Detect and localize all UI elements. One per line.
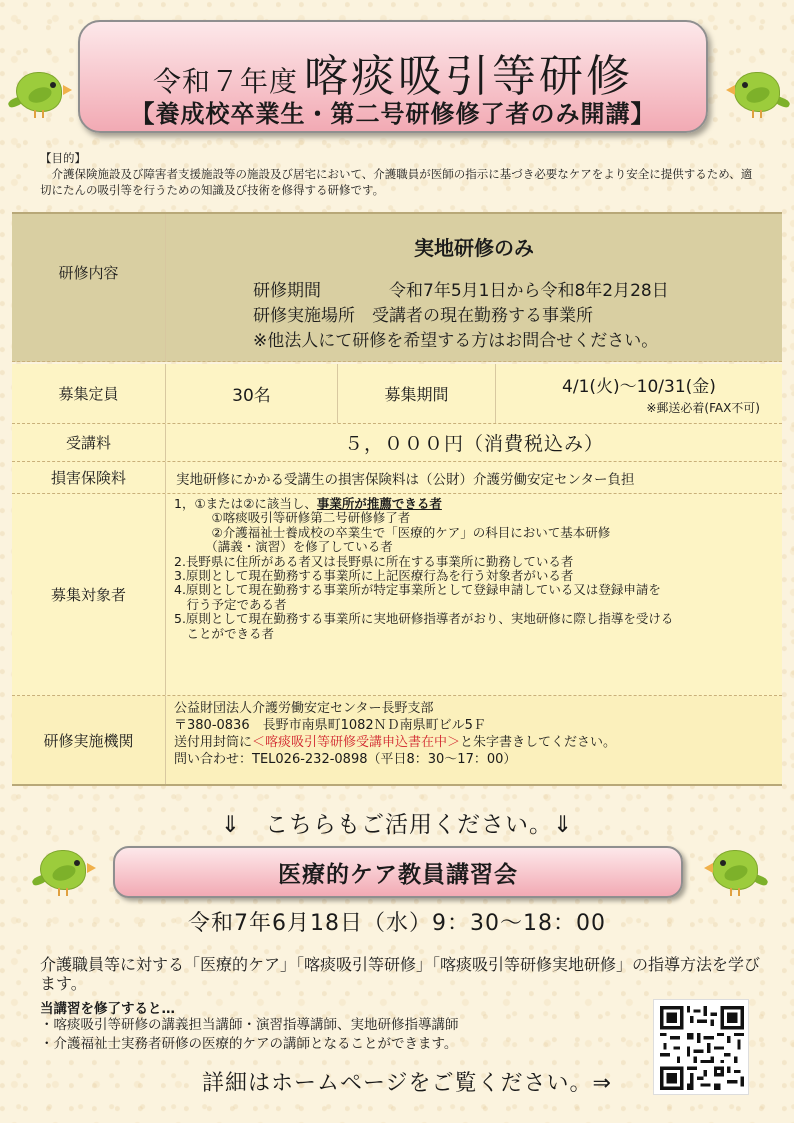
table-row-insurance — [12, 462, 782, 494]
org-address: 〒380-0836 長野市南県町1082ＮＤ南県町ビル5Ｆ — [174, 718, 486, 733]
period-label: 募集期間 — [337, 364, 495, 423]
table-row-content — [12, 212, 782, 362]
table-row-fee — [12, 424, 782, 462]
qr-code-graphic — [660, 1006, 744, 1090]
bird-icon — [702, 838, 770, 898]
purpose-heading: 【目的】 — [40, 151, 86, 165]
table-row-capacity — [12, 364, 782, 424]
content-note: ※他法人にて研修を希望する方はお問合せください。 — [253, 331, 659, 351]
period-note: ※郵送必着(FAX不可) — [646, 400, 760, 415]
org-envelope: 送付用封筒に＜喀痰吸引等研修受講申込書在中＞と朱字書きしてください。 — [174, 735, 617, 750]
target-line: （講義・演習）を修了している者 — [174, 539, 393, 555]
target-line: ①喀痰吸引等研修第二号研修修了者 — [174, 510, 411, 526]
content-value — [165, 214, 782, 361]
org-contact: 問い合わせ：TEL026-232-0898（平日8：30～17：00） — [174, 752, 517, 767]
org-label: 研修実施機関 — [43, 731, 134, 750]
target-value — [165, 494, 782, 695]
insurance-label: 損害保険料 — [50, 469, 126, 487]
title-subtitle: 【養成校卒業生・第二号研修修了者のみ開講】 — [130, 100, 656, 128]
seminar-description: 介護職員等に対する「医療的ケア」「喀痰吸引等研修」「喀痰吸引等研修実地研修」の指導方法を学びます。 — [40, 955, 761, 993]
bird-icon — [724, 60, 792, 120]
title-banner — [78, 20, 708, 133]
table-row-target — [12, 494, 782, 696]
target-line: 4.原則として現在勤務する事業所が特定事業所として登録申請している又は登録申請を — [174, 582, 661, 598]
detail-link-text[interactable]: 詳細はホームページをご覧ください。⇒ — [202, 1071, 612, 1096]
capacity-label: 募集定員 — [58, 385, 119, 403]
target-line: 5.原則として現在勤務する事業所に実地研修指導者がおり、実地研修に際し指導を受ける — [174, 611, 674, 627]
period-cell — [495, 364, 782, 423]
capacity-value: 30名 — [165, 364, 337, 423]
purpose-section — [40, 150, 760, 198]
seminar-benefit-heading: 当講習を修了すると… — [40, 1001, 175, 1017]
seminar-banner: 医療的ケア教員講習会 — [113, 846, 683, 898]
target-line: ことができる者 — [174, 625, 275, 641]
fee-value: ５，０００円（消費税込み） — [165, 424, 782, 461]
list-item: ・介護福祉士実務者研修の医療的ケアの講師となることができます。 — [40, 1036, 458, 1052]
period-value: 4/1(火)～10/31(金) — [562, 376, 716, 397]
target-label: 募集対象者 — [50, 586, 126, 604]
seminar-date: 令和7年6月18日（水）9：30～18：00 — [188, 911, 606, 936]
org-envelope-red: ＜喀痰吸引等研修受講申込書在中＞ — [252, 735, 461, 750]
fee-label: 受講料 — [65, 434, 111, 452]
title-heading: 喀痰吸引等研修 — [304, 51, 633, 102]
content-period: 研修期間 令和7年5月1日から令和8年2月28日 — [253, 281, 669, 301]
purpose-text: 介護保険施設及び障害者支援施設等の施設及び居宅において、介護職員が医師の指示に基づき必要なケアをより安全に提供するため、適切にたんの吸引等を行うための知識及び技術を修得する研修です。 — [40, 167, 753, 197]
table-row-org — [12, 696, 782, 786]
target-line-1: 1，①または②に該当し、事業所が推薦できる者 — [174, 496, 442, 511]
content-place: 研修実施場所 受講者の現在勤務する事業所 — [253, 306, 593, 326]
target-line: 3.原則として現在勤務する事業所に上記医療行為を行う対象者がいる者 — [174, 568, 574, 584]
target-line: ②介護福祉士養成校の卒業生で「医療的ケア」の科目において基本研修 — [174, 524, 611, 540]
org-name: 公益財団法人介護労働安定センター長野支部 — [174, 701, 434, 716]
content-label: 研修内容 — [58, 264, 119, 282]
arrow-line: ⇓ こちらもご活用ください。⇓ — [220, 812, 574, 838]
target-line: 行う予定である者 — [174, 596, 287, 612]
bird-icon — [30, 838, 98, 898]
insurance-value: 実地研修にかかる受講生の損害保険料は（公財）介護労働安定センター負担 — [165, 462, 782, 493]
list-item: ・喀痰吸引等研修の講義担当講師・演習指導講師、実地研修指導講師 — [40, 1017, 459, 1033]
target-emphasis: 事業所が推薦できる者 — [316, 496, 442, 511]
seminar-benefits — [40, 1016, 459, 1054]
target-line: 2.長野県に住所がある者又は長野県に所在する事業所に勤務している者 — [174, 553, 574, 569]
bird-icon — [6, 60, 74, 120]
content-heading: 実地研修のみ — [414, 236, 534, 260]
org-value — [165, 696, 782, 784]
qr-code-icon[interactable] — [653, 999, 749, 1095]
title-prefix: 令和７年度 — [152, 65, 298, 98]
